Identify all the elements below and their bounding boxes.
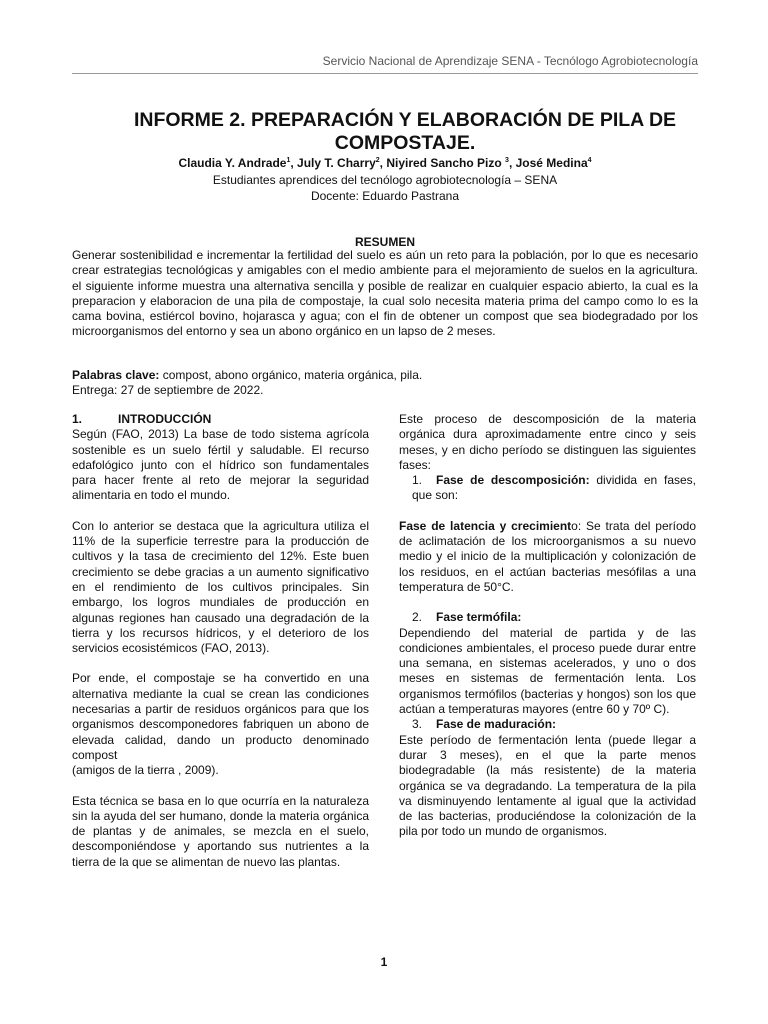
- subphase-label-tail: o: [571, 518, 578, 533]
- subphase-label: Fase de latencia y crecimient: [399, 518, 572, 533]
- left-column: [72, 412, 369, 885]
- author-affiliation-mark: 2: [375, 157, 380, 164]
- subphase-text: : Se trata del período de aclimatación de los microorganismos a su nuevo medio y el inicio de la multiplicación y colonización de los residuos, en el actúan bacterias mesófilas a una temperatura de 50°C.: [399, 518, 696, 594]
- paragraph: Dependiendo del material de partida y de las condiciones ambientales, el proceso puede durar entre una semana, en sistemas acelerados, y uno o dos meses en sistemas de fermentación lenta. Los organismos termófilos (bacterias y hongos) son los que actúan a temperaturas mayores (entre 60 y 70º C).: [399, 625, 696, 717]
- list-item-phase-1: [399, 473, 696, 504]
- author-name: Claudia Y. Andrade: [178, 156, 287, 170]
- section-number: 1.: [72, 412, 83, 426]
- teacher-line: Docente: Eduardo Pastrana: [310, 189, 460, 203]
- author-separator: ,: [379, 156, 387, 170]
- author-name: José Medina: [515, 156, 588, 170]
- delivery-date: Entrega: 27 de septiembre de 2022.: [72, 382, 264, 397]
- list-item-phase-3: [399, 717, 696, 732]
- section-title: INTRODUCCIÓN: [118, 412, 212, 426]
- abstract-text: Generar sostenibilidad e incrementar la fertilidad del suelo es aún un reto para la población, por lo que es necesario crear estrategias tecnológicas y amigables con el medio ambiente para el mejoramiento de suelos en la agricultura. el siguiente informe muestra una alternativa sencilla y posible de realizar en cualquier espacio abierto, la cual es la preparacion y elaboracion de una pila de compostaje, la cual solo necesita materia prima del campo como lo es la cama bovina, estiércol bovino, hojarasca y agua; con el fin de obtener un compost que sea biodegradado por los microorganismos del entorno y sea un abono orgánico en un lapso de 2 meses.: [72, 248, 698, 339]
- paragraph: Según (FAO, 2013) La base de todo sistema agrícola sostenible es un suelo fértil y saludable. El recurso edafológico junto con el hídrico son fundamentales para hacer frente al reto de mejorar la seguridad alimentaria en todo el mundo.: [72, 427, 369, 503]
- phase-label: Fase termófila:: [436, 610, 522, 625]
- paragraph-text: Por ende, el compostaje se ha convertido en una alternativa mediante la cual se crean las condiciones necesarias a partir de residuos orgánicos para que los organismos descomponedores fabriquen un abono de elevada calidad, dando un producto denominado compost: [72, 671, 369, 762]
- paragraph: Este proceso de descomposición de la materia orgánica dura aproximadamente entre cinco y seis meses, y en dicho período se distinguen las siguientes fases:: [399, 412, 696, 472]
- author-affiliation-mark: 4: [587, 157, 592, 164]
- list-item-phase-2: [399, 610, 696, 625]
- author-separator: ,: [290, 156, 298, 170]
- section-heading-introduction: [72, 412, 369, 427]
- keywords-label: Palabras clave:: [72, 368, 160, 382]
- author-affiliation-mark: 1: [286, 157, 291, 164]
- paper-title: INFORME 2. PREPARACIÓN Y ELABORACIÓN DE PILA DE COMPOSTAJE.: [133, 109, 677, 154]
- phase-text: dividida en fases, que son:: [412, 473, 696, 503]
- author-name: July T. Charry: [297, 156, 376, 170]
- paragraph: Con lo anterior se destaca que la agricultura utiliza el 11% de la superficie terrestre para la producción de cultivos y la tasa de crecimiento del 12%. Este buen crecimiento se debe gracias a un aumento significativo en el rendimiento de los cultivos principales. Sin embargo, los logros mundiales de producción en algunas regiones han causado una degradación de la tierra y los recursos hídricos, y el deterioro de los servicios ecosistémicos (FAO, 2013).: [72, 518, 369, 656]
- paragraph: Esta técnica se basa en lo que ocurría en la naturaleza sin la ayuda del ser humano, donde la materia orgánica de plantas y de animales, se mezcla en el suelo, descomponiéndose y aportando sus nutrientes a la tierra de la que se alimentan de nuevo las plantas.: [72, 793, 369, 869]
- right-column: [399, 412, 696, 840]
- phase-label: Fase de descomposición:: [436, 473, 590, 488]
- author-affiliation-mark: 3: [505, 157, 509, 164]
- paragraph: [399, 519, 696, 595]
- author-affiliation: Estudiantes aprendices del tecnólogo agrobiotecnología – SENA: [212, 173, 558, 187]
- phase-label: Fase de maduración:: [436, 717, 557, 732]
- author-list: [72, 156, 698, 170]
- list-number: 3.: [412, 717, 423, 732]
- author-separator: ,: [508, 156, 516, 170]
- keywords-block: [72, 368, 698, 397]
- paragraph: Este período de fermentación lenta (puede llegar a durar 3 meses), en el que la parte menos biodegradable (la más resistente) de la materia orgánica se va degradando. La temperatura de la pila va disminuyendo lentamente al igual que la actividad de las bacterias, produciéndose la colonización de la pila por todo un mundo de organismos.: [399, 732, 696, 839]
- author-name: Niyired Sancho Pizo: [386, 156, 506, 170]
- citation: (amigos de la tierra , 2009).: [72, 763, 219, 778]
- page-number: 1: [380, 955, 388, 969]
- list-number: 2.: [412, 610, 423, 625]
- list-number: 1.: [412, 473, 423, 488]
- running-header: Servicio Nacional de Aprendizaje SENA - Tecnólogo Agrobiotecnología: [72, 54, 698, 74]
- abstract-heading: RESUMEN: [354, 235, 415, 249]
- paragraph: [72, 671, 369, 778]
- keywords-text: compost, abono orgánico, materia orgánica, pila.: [159, 368, 423, 382]
